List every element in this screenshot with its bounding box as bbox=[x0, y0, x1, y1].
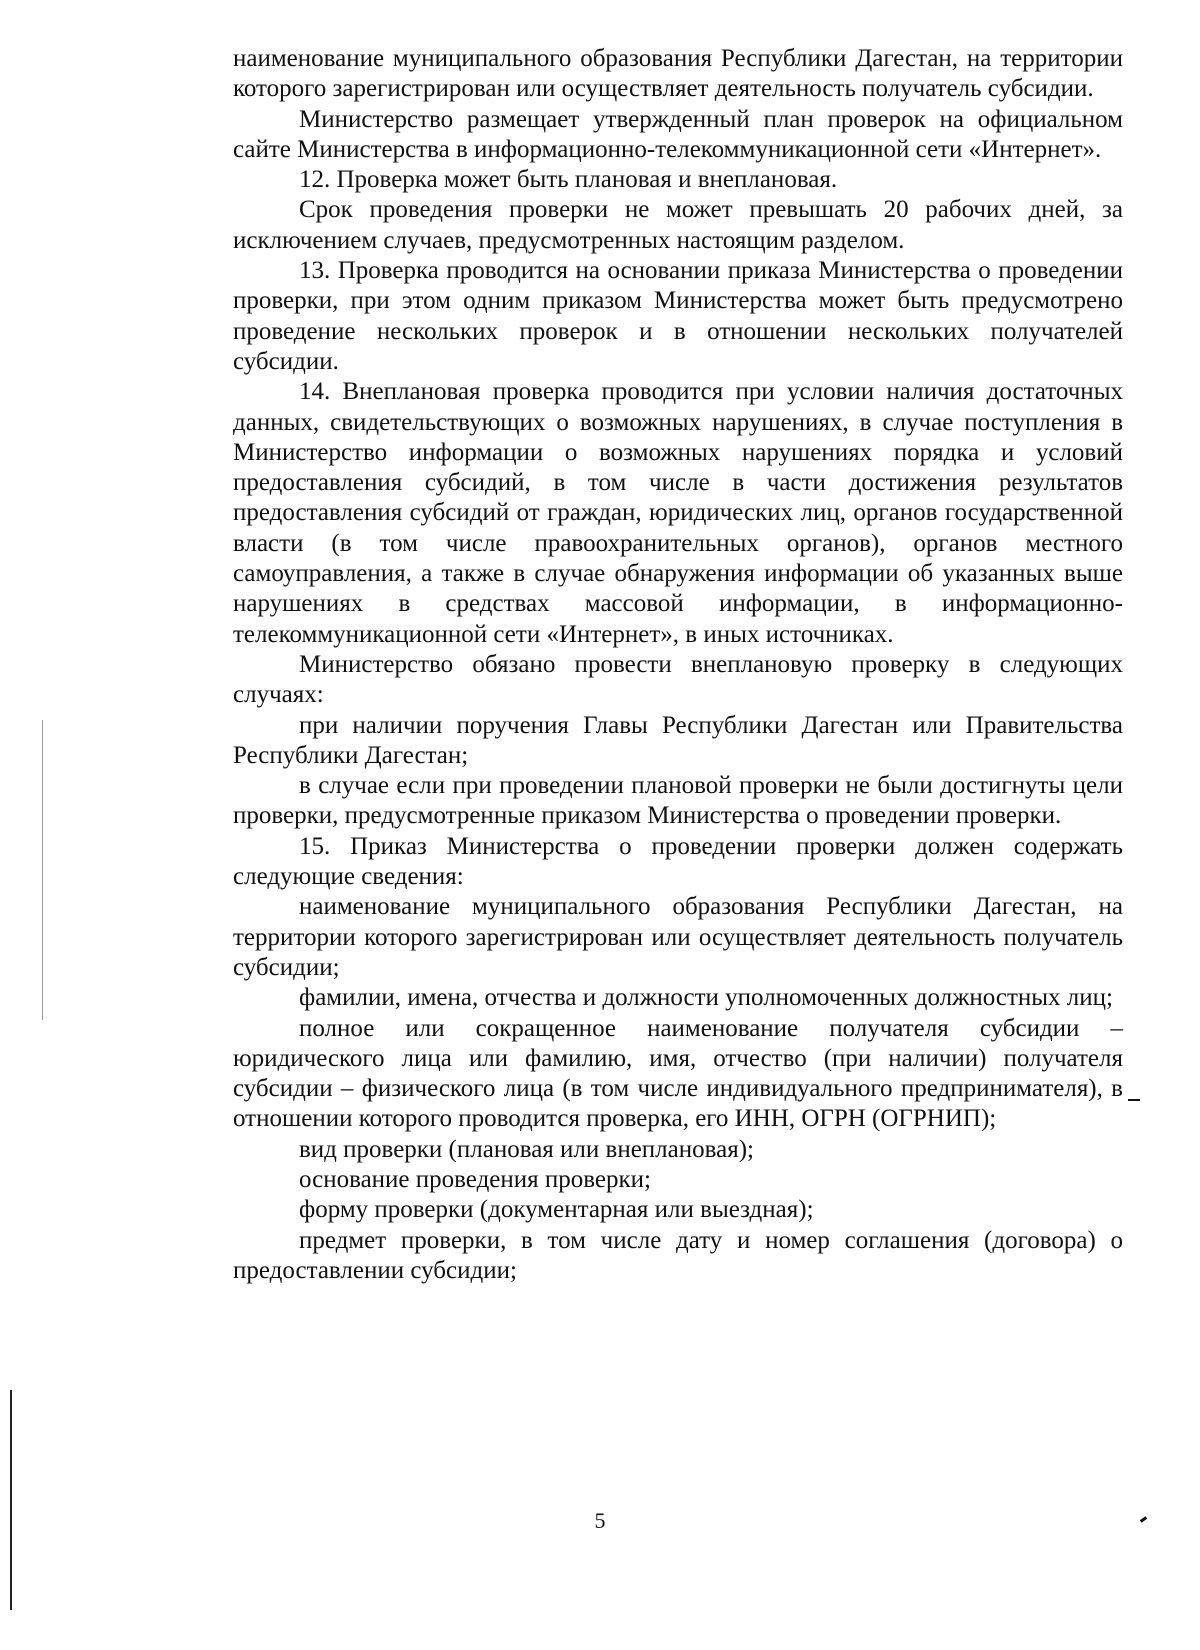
paragraph: наименование муниципального образования Республики Дагестан, на территории которого зарегистрирован или осуществляет деятельность получатель субсидии; bbox=[233, 893, 1123, 981]
paragraph: Министерство размещает утвержденный план проверок на официальном сайте Министерства в информационно-телекоммуникационной сети «Интернет». bbox=[233, 105, 1123, 163]
paragraph: 14. Внеплановая проверка проводится при условии наличия достаточных данных, свидетельствующих о возможных нарушениях, в случае поступления в Министерство информации о возможных нарушениях порядка и условий предоставления субсидий, в том числе в части достижения результатов предоставления субсидий от граждан, юридических лиц, органов государственной власти (в том числе правоохранительных органов), органов местного самоуправления, а также в случае обнаружения информации об указанных выше нарушениях в средствах массовой информации, в информационно-телекоммуникационной сети «Интернет», в иных источниках. bbox=[233, 378, 1123, 648]
scan-margin-line bbox=[10, 1390, 12, 1610]
paragraph: 15. Приказ Министерства о проведении проверки должен содержать следующие сведения: bbox=[233, 832, 1123, 891]
document-body bbox=[233, 44, 1123, 1286]
paragraph: Министерство обязано провести внеплановую проверку в следующих случаях: bbox=[233, 650, 1123, 709]
paragraph: наименование муниципального образования Республики Дагестан, на территории которого зарегистрирован или осуществляет деятельность получатель субсидии. bbox=[233, 45, 1123, 103]
paragraph: в случае если при проведении плановой проверки не были достигнуты цели проверки, предусмотренные приказом Министерства о проведении проверки. bbox=[233, 772, 1123, 830]
scan-margin-line-faint bbox=[42, 720, 43, 1020]
paragraph: 12. Проверка может быть плановая и внеплановая. bbox=[299, 166, 838, 194]
paragraph: Срок проведения проверки не может превышать 20 рабочих дней, за исключением случаев, предусмотренных настоящим разделом. bbox=[233, 196, 1123, 254]
paragraph: полное или сокращенное наименование получателя субсидии – юридического лица или фамилию, имя, отчество (при наличии) получателя субсидии – физического лица (в том числе индивидуального предпринимателя), в отношении которого проводится проверка, его ИНН, ОГРН (ОГРНИП); bbox=[233, 1014, 1123, 1133]
paragraph: основание проведения проверки; bbox=[299, 1165, 652, 1193]
scan-stray-mark bbox=[1128, 1099, 1140, 1101]
page-number: 5 bbox=[594, 1508, 606, 1533]
paragraph: предмет проверки, в том числе дату и номер соглашения (договора) о предоставлении субсидии; bbox=[233, 1226, 1123, 1284]
paragraph: фамилии, имена, отчества и должности уполномоченных должностных лиц; bbox=[299, 984, 1113, 1012]
paragraph: при наличии поручения Главы Республики Дагестан или Правительства Республики Дагестан; bbox=[233, 711, 1123, 769]
paragraph: форму проверки (документарная или выездная); bbox=[299, 1196, 814, 1224]
paragraph: 13. Проверка проводится на основании приказа Министерства о проведении проверки, при этом одним приказом Министерства может быть предусмотрено проведение нескольких проверок и в отношении нескольких получателей субсидии. bbox=[233, 257, 1123, 375]
paragraph: вид проверки (плановая или внеплановая); bbox=[299, 1135, 754, 1163]
